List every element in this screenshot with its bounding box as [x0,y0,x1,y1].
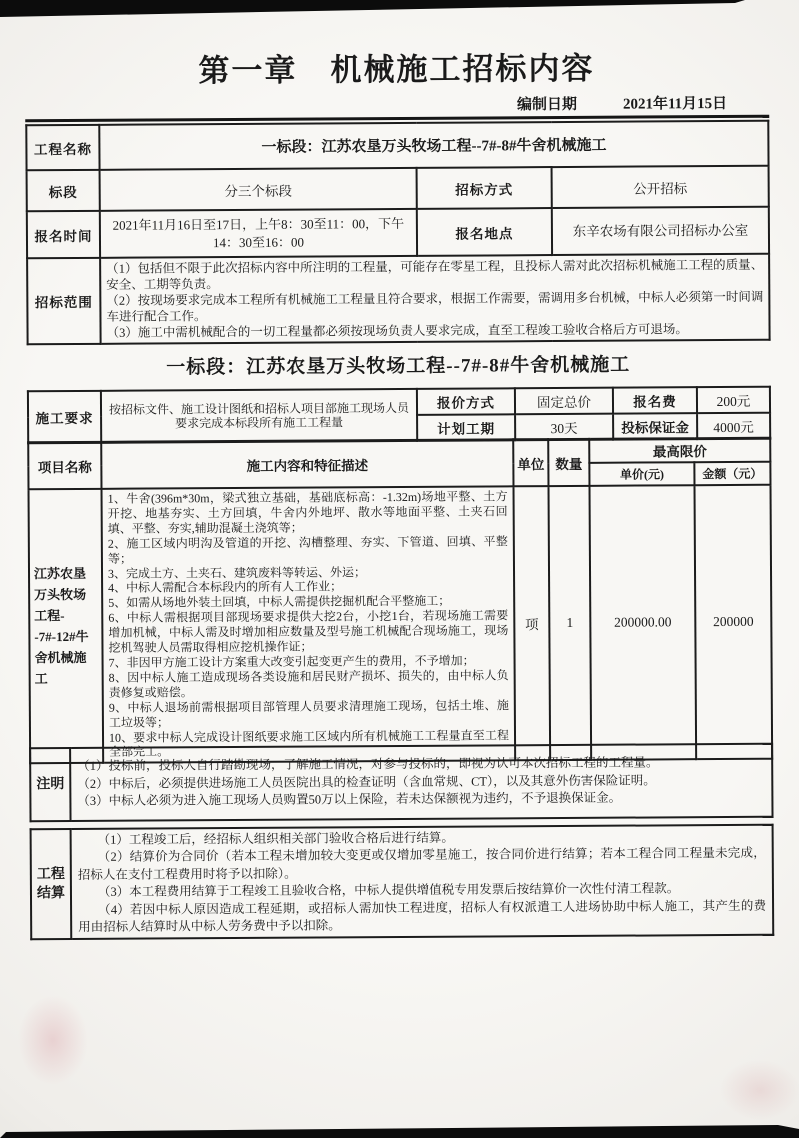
compile-date-row [0,92,769,118]
scope-item: （3）施工中需机械配合的一切工程量都必须按现场负责人要求完成，直至工程竣工验收合格后方可退场。 [106,322,688,340]
table-row [29,485,773,764]
scope-label: 招标范围 [27,258,101,344]
col-project-header: 项目名称 [28,442,101,489]
qty-cell: 1 [548,486,591,761]
notes-item: （1）投标前，投标人自行踏勘现场，了解施工情况，对参与投标的，即视为认可本次招标工程的工程量。 [77,755,659,774]
project-name-label: 工程名称 [26,125,99,170]
scan-smudge [18,995,88,1085]
desc-item: 10、要求中标人完成设计图纸要求施工区域内所有机械施工工程量直至工程全部完工。 [108,727,510,760]
table-row [31,825,774,940]
notes-label: 注明 [30,748,70,821]
scan-smudge [720,1060,799,1120]
compile-date-label: 编制日期 [516,96,578,114]
unit-cell: 项 [513,486,550,761]
desc-item: 6、中标人需根据项目部现场要求提供大挖2台，小挖1台，若现场施工需要增加机械，中标人需及时增加相应数量及型号施工机械配合现场施工，现场挖机驾驶人员需取得相应挖机操作证； [108,608,509,655]
scope-item: （1）包括但不限于此次招标内容中所注明的工程量，可能存在零星工程，且投标人需对此次招标机械施工工程的质量、安全、工期等负责。 [106,257,764,292]
detail-table-top [27,386,771,445]
page-title: 第一章 机械施工招标内容 [198,50,595,89]
desc-item: 9、中标人退场前需根据项目部管理人员要求清理施工现场，包括土堆、施工垃圾等； [108,698,509,730]
desc-item: 1、牛舍(396m*30m，梁式独立基础，基础底标高：-1.32m)场地平整、土方开挖、地基夯实、土方回填，牛舍内外地坪、散水等地面平整、土夹石回填、平整、夯实,辅助混凝土浇筑等； [107,489,508,536]
col-unit-price-header: 单价(元) [589,462,694,486]
deposit-label: 投标保证金 [613,413,697,440]
table-row [30,744,772,822]
scope-content [100,254,770,344]
section-heading: 一标段：江苏农垦万头牧场工程--7#-8#牛舍机械施工 [166,354,631,379]
construction-req-value: 按招标文件、施工设计图纸和招标人项目部施工现场人员要求完成本标段所有施工工程量 [101,389,417,443]
scope-item: （2）按现场要求完成本工程所有机械施工工程量且符合要求，根据工作需要，需调用多台机械，中标人必须第一时间调车进行配合工作。 [106,289,764,324]
settlement-content [71,825,774,940]
settlement-item: （1）工程竣工后，经招标人组织相关部门验收合格后进行结算。 [97,830,454,847]
table-row [27,254,770,345]
quote-method-label: 报价方式 [417,388,515,415]
settlement-label: 工程结算 [31,829,72,940]
amount-cell: 200000 [694,485,772,760]
signup-place-label: 报名地点 [417,208,552,256]
project-info-table [25,120,770,346]
col-desc-header: 施工内容和特征描述 [101,439,513,489]
table-row [27,166,769,212]
bid-method-value: 公开招标 [552,166,769,208]
section-label: 标段 [27,170,100,211]
construction-req-label: 施工要求 [28,391,101,443]
compile-date-value: 2021年11月15日 [622,95,728,113]
signup-time-label: 报名时间 [27,211,100,258]
section-value: 分三个标段 [100,168,417,211]
settlement-item: （2）结算价为合同价（若本工程未增加较大变更或仅增加零星施工，按合同价进行结算；若本工程合同工程量未完成，招标人在支付工程费用时将予以扣除）。 [77,846,766,882]
table-row [27,207,769,259]
bid-method-label: 招标方式 [417,167,552,209]
notes-item: （2）中标后，必须提供进场施工人员医院出具的检查证明（含血常规、CT），以及其意外伤害保险证明。 [77,773,656,791]
detail-table-main [27,437,773,765]
signup-time-value: 2021年11月16日至17日，上午8：30至11：00，下午14：30至16：00 [100,209,417,258]
signup-place-value: 东辛农场有限公司招标办公室 [552,207,769,255]
deposit-value: 4000元 [697,413,770,439]
duration-value: 30天 [515,414,613,441]
project-name-cell: 江苏农垦万头牧场工程--7#-12#牛舍机械施工 [29,489,104,764]
duration-label: 计划工期 [417,414,515,441]
col-amount-header: 金额（元） [694,462,770,485]
settlement-table [30,824,775,941]
table-row [26,121,768,171]
notes-content [70,744,772,821]
notes-table [29,743,773,823]
desc-item: 2、施工区域内明沟及管道的开挖、沟槽整理、夯实、下管道、回填、平整等； [107,534,508,566]
desc-item: 4、中标人需配合本标段内的所有人工作业； [108,579,343,596]
notes-item: （3）中标人必须为进入施工现场人员购置50万以上保险，若未达保额视为违约，不予退换保证金。 [77,790,622,809]
project-name-value: 一标段：江苏农垦万头牧场工程--7#-8#牛舍机械施工 [99,121,768,170]
unit-price-cell: 200000.00 [589,485,696,760]
settlement-item: （3）本工程费用结算于工程竣工且验收合格，中标人提供增值税专用发票后按结算价一次性付清工程款。 [97,881,680,900]
col-max-price-header: 最高限价 [589,438,770,463]
desc-item: 7、非因甲方施工设计方案重大改变引起变更产生的费用，不予增加； [108,653,475,670]
signup-fee-label: 报名费 [613,387,697,414]
signup-fee-value: 200元 [697,387,770,413]
desc-item: 5、如需从场地外装土回填，中标人需提供挖掘机配合平整施工； [108,594,451,611]
quote-method-value: 固定总价 [515,388,613,415]
col-qty-header: 数量 [548,439,589,486]
desc-item: 3、完成土方、土夹石、建筑废料等转运、外运； [107,564,367,581]
construction-desc-cell [102,486,516,763]
col-unit-header: 单位 [513,439,548,486]
desc-item: 8、因中标人施工造成现场各类设施和居民财产损坏、损失的，由中标人负责修复或赔偿。 [108,668,509,700]
settlement-item: （4）若因中标人原因造成工程延期，或招标人需加快工程进度，招标人有权派遣工人进场协助中标人施工，其产生的费用由招标人结算时从中标人劳务费中予以扣除。 [78,898,767,935]
